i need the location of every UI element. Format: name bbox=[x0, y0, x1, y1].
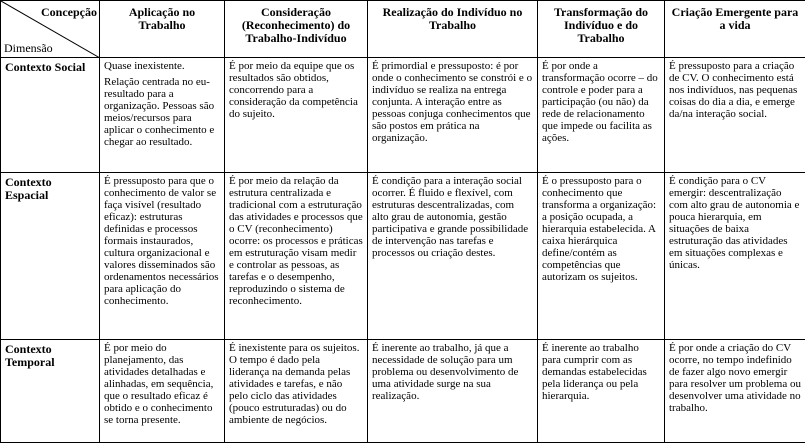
table-cell bbox=[100, 339, 225, 442]
table-cell bbox=[368, 339, 538, 442]
corner-label-dimensao: Dimensão bbox=[4, 41, 53, 56]
cell-paragraph: Relação centrada no eu-resultado para a organização. Pessoas são meios/recursos para aplicar o conhecimento e chegar ao resultado. bbox=[104, 76, 215, 149]
row-header: Contexto Social bbox=[1, 58, 100, 173]
column-header: Realização do Indivíduo no Trabalho bbox=[368, 1, 538, 58]
table-cell bbox=[665, 339, 805, 442]
table-cell bbox=[538, 339, 665, 442]
column-header: Consideração (Reconhecimento) do Trabalho-Indivíduo bbox=[225, 1, 368, 58]
cell-paragraph: É inerente ao trabalho, já que a necessidade de solução para um problema ou desenvolvimento de uma atividade surge na sua realização. bbox=[372, 341, 519, 402]
corner-header-cell bbox=[1, 1, 100, 58]
table-cell bbox=[225, 58, 368, 173]
column-header: Criação Emergente para a vida bbox=[665, 1, 805, 58]
table-cell bbox=[538, 173, 665, 339]
row-header: Contexto Temporal bbox=[1, 339, 100, 442]
table-cell bbox=[100, 173, 225, 339]
cell-paragraph: É condição para o CV emergir: descentralização com alto grau de autonomia e pouca hierarquia, em situações de baixa estruturação das atividades em situações complexas e únicas. bbox=[669, 175, 800, 272]
table-cell bbox=[100, 58, 225, 173]
cell-paragraph: É o pressuposto para o conhecimento que transforma a organização: a posição ocupada, a hierarquia estabelecida. A caixa hierárquica define/contém as competências que autorizam os sujeitos. bbox=[542, 175, 657, 284]
cell-paragraph: É pressuposto para a criação de CV. O conhecimento está nos indivíduos, nas pequenas coisas do dia a dia, e emerge da/na interação social. bbox=[669, 60, 798, 121]
table-cell bbox=[225, 339, 368, 442]
cell-paragraph: É por onde a criação do CV ocorre, no tempo indefinido de fazer algo novo emergir para resolver um problema ou desenvolver uma atividade no trabalho. bbox=[669, 341, 801, 414]
column-header: Transformação do Indivíduo e do Trabalho bbox=[538, 1, 665, 58]
column-header: Aplicação no Trabalho bbox=[100, 1, 225, 58]
cell-paragraph: É por meio do planejamento, das atividades detalhadas e alinhadas, em sequência, que o resultado eficaz é obtido e o conhecimento se torna presente. bbox=[104, 341, 214, 426]
cell-paragraph: É primordial e pressuposto: é por onde o conhecimento se constrói e o indivíduo se realiza na entrega conjunta. A interação entre as pessoas conjuga conhecimentos que são postos em prática na organização. bbox=[372, 60, 533, 145]
cell-paragraph: É pressuposto para que o conhecimento de valor se faça visível (resultado eficaz): estruturas definidas e processos formais instaurados, cultura organizacional e valores disseminados são ordenamentos necessários para aplicação do conhecimento. bbox=[104, 175, 219, 308]
cell-paragraph: É inerente ao trabalho para cumprir com as demandas estabelecidas pela liderança ou pela hierarquia. bbox=[542, 341, 647, 402]
row-contexto-temporal bbox=[1, 339, 805, 442]
table-cell bbox=[225, 173, 368, 339]
table-cell bbox=[665, 173, 805, 339]
corner-label-concepcao: Concepção bbox=[41, 5, 97, 19]
table-cell bbox=[538, 58, 665, 173]
cell-paragraph: É inexistente para os sujeitos. O tempo é dado pela liderança na demanda pelas atividades e tarefas, e não pelo ciclo das atividades (pouco estruturadas) ou do ambiente de negócios. bbox=[229, 341, 360, 426]
table-cell bbox=[368, 58, 538, 173]
cell-paragraph: É por onde a transformação ocorre – do controle e poder para a participação (ou não) da rede de relacionamento que impede ou facilita as ações. bbox=[542, 60, 658, 145]
table-cell bbox=[665, 58, 805, 173]
table-cell bbox=[368, 173, 538, 339]
row-header: Contexto Espacial bbox=[1, 173, 100, 339]
row-contexto-espacial bbox=[1, 173, 805, 339]
cell-paragraph: É por meio da relação da estrutura centralizada e tradicional com a estruturação das atividades e processos que o CV (reconhecimento) ocorre: os processos e práticas em estruturação visam medir e controlar as pessoas, as tarefas e o desempenho, reproduzindo o sistema de reconhecimento. bbox=[229, 175, 363, 308]
cell-paragraph: Quase inexistente. bbox=[104, 60, 185, 73]
cell-paragraph: É por meio da equipe que os resultados são obtidos, concorrendo para a consideração da competência do sujeito. bbox=[229, 60, 358, 121]
cell-paragraph: É condição para a interação social ocorrer. É fluido e flexível, com estruturas descentralizadas, com alto grau de autonomia, gestão participativa e grande possibilidade de intervenção nas tarefas e processos ou criação destes. bbox=[372, 175, 529, 260]
header-row bbox=[1, 1, 805, 58]
row-contexto-social bbox=[1, 58, 805, 173]
